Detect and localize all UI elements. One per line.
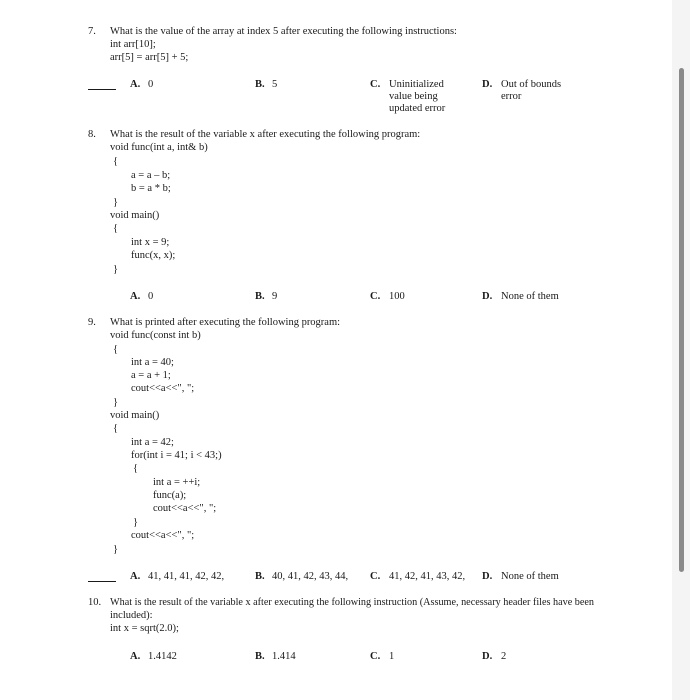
vertical-scrollbar[interactable] (679, 68, 684, 572)
q7-number: 7. (88, 26, 96, 37)
q8-option-c: 100 (389, 291, 405, 302)
q9-code-line: cout<<a<<", "; (153, 503, 217, 514)
q8-number: 8. (88, 129, 96, 140)
q8-code-line: b = a * b; (131, 183, 171, 194)
q10-option-c-letter: C. (370, 651, 381, 662)
q8-option-a-letter: A. (130, 291, 141, 302)
q10-option-d-letter: D. (482, 651, 493, 662)
q9-answer-blank (88, 581, 116, 582)
q7-option-b-letter: B. (255, 79, 265, 90)
q8-option-b: 9 (272, 291, 278, 302)
q8-option-c-letter: C. (370, 291, 381, 302)
q9-option-a: 41, 41, 41, 42, 42, (148, 571, 225, 582)
q8-code-line: a = a – b; (131, 170, 171, 181)
q7-code-line: int arr[10]; (110, 39, 156, 50)
q9-code-line: cout<<a<<", "; (131, 530, 195, 541)
q7-option-c-letter: C. (370, 79, 381, 90)
q8-option-a: 0 (148, 291, 154, 302)
q8-code-line: { (113, 156, 119, 167)
q9-code-line: } (113, 397, 119, 408)
q7-code-line: arr[5] = arr[5] + 5; (110, 52, 189, 63)
q7-option-c-line: updated error (389, 103, 446, 114)
q9-code-line: } (133, 517, 139, 528)
q9-option-b-letter: B. (255, 571, 265, 582)
q9-option-b: 40, 41, 42, 43, 44, (272, 571, 349, 582)
q10-option-b: 1.414 (272, 651, 296, 662)
q8-option-d: None of them (501, 291, 559, 302)
q9-code-line: func(a); (153, 490, 187, 501)
q9-option-c-letter: C. (370, 571, 381, 582)
q9-option-c: 41, 42, 41, 43, 42, (389, 571, 466, 582)
q10-number: 10. (88, 597, 102, 608)
q7-option-d-line: Out of bounds (501, 79, 562, 90)
q9-code-line: int a = 40; (131, 357, 174, 368)
q8-code-line: void func(int a, int& b) (110, 142, 208, 153)
q8-code-line: func(x, x); (131, 250, 176, 261)
q10-code-line: int x = sqrt(2.0); (110, 623, 179, 634)
q9-code-line: { (133, 463, 139, 474)
q7-option-b: 5 (272, 79, 278, 90)
q8-code-line: int x = 9; (131, 237, 170, 248)
q7-answer-blank (88, 89, 116, 90)
q10-option-c: 1 (389, 651, 395, 662)
q8-code-line: { (113, 223, 119, 234)
q8-code-line: void main() (110, 210, 160, 221)
q8-code-line: } (113, 197, 119, 208)
q9-option-d-letter: D. (482, 571, 493, 582)
q10-option-d: 2 (501, 651, 507, 662)
q9-code-line: cout<<a<<", "; (131, 383, 195, 394)
q9-code-line: int a = ++i; (153, 477, 201, 488)
q10-prompt: What is the result of the variable x after executing the following instruction (Assume, necessary header files have been (110, 597, 595, 608)
q9-code-line: a = a + 1; (131, 370, 171, 381)
q9-code-line: } (113, 544, 119, 555)
q10-option-b-letter: B. (255, 651, 265, 662)
q7-option-d-letter: D. (482, 79, 493, 90)
q9-code-line: { (113, 344, 119, 355)
q9-prompt: What is printed after executing the following program: (110, 317, 341, 328)
q7-option-a-letter: A. (130, 79, 141, 90)
q10-option-a-letter: A. (130, 651, 141, 662)
q9-code-line: void main() (110, 410, 160, 421)
q8-option-b-letter: B. (255, 291, 265, 302)
q7-option-d-line: error (501, 91, 522, 102)
q9-code-line: int a = 42; (131, 437, 174, 448)
q7-option-c-line: value being (389, 91, 438, 102)
q7-option-c-line: Uninitialized (389, 79, 444, 90)
q10-prompt-cont: included): (110, 610, 153, 621)
q9-number: 9. (88, 317, 96, 328)
q8-prompt: What is the result of the variable x after executing the following program: (110, 129, 421, 140)
q7-option-a: 0 (148, 79, 154, 90)
q9-code-line: for(int i = 41; i < 43;) (131, 450, 222, 461)
q7-prompt: What is the value of the array at index 5 after executing the following instructions: (110, 26, 457, 37)
q9-option-d: None of them (501, 571, 559, 582)
q8-code-line: } (113, 264, 119, 275)
q10-option-a: 1.4142 (148, 651, 177, 662)
q9-code-line: void func(const int b) (110, 330, 201, 341)
q9-option-a-letter: A. (130, 571, 141, 582)
q9-code-line: { (113, 423, 119, 434)
q8-option-d-letter: D. (482, 291, 493, 302)
